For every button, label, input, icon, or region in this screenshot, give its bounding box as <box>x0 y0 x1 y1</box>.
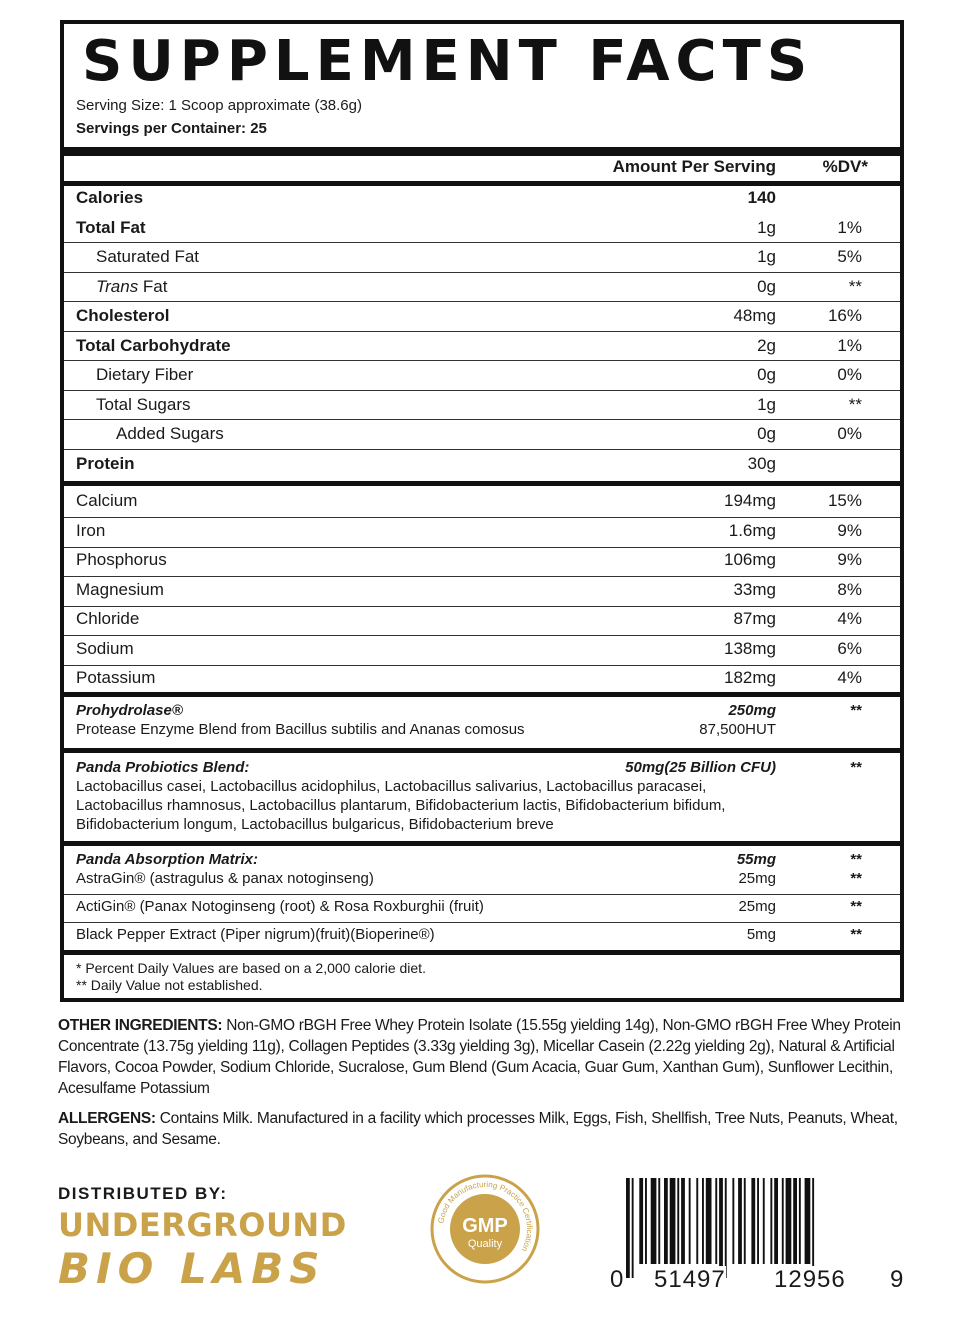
nutrient-amount: 48mg <box>733 306 776 325</box>
barcode-bar <box>812 1178 814 1278</box>
servings-per-container: Servings per Container: 25 <box>76 120 267 137</box>
gmp-sub-text: Quality <box>467 1238 503 1250</box>
other-ingredients <box>58 1015 908 1099</box>
nutrient-dv: 0% <box>837 365 862 384</box>
row-rule <box>64 606 900 607</box>
header-divider <box>64 181 900 186</box>
absorption-item-dv: ** <box>850 898 862 915</box>
probiotics-block <box>76 758 888 834</box>
nutrient-amount: 1g <box>757 217 776 237</box>
supplement-facts-panel <box>60 20 904 1002</box>
row-rule <box>64 665 900 666</box>
absorption-item-dv: ** <box>850 926 862 943</box>
absorption-item-amount: 25mg <box>738 898 776 915</box>
row-rule <box>64 547 900 548</box>
distributed-by-label: DISTRIBUTED BY: <box>58 1184 228 1203</box>
allergens-lead: ALLERGENS: <box>58 1110 156 1127</box>
barcode-bar <box>732 1178 734 1264</box>
barcode-bar <box>774 1178 778 1264</box>
prohydrolase-block <box>76 702 888 738</box>
row-rule <box>64 517 900 518</box>
barcode-bar <box>689 1178 691 1264</box>
barcode-bar <box>670 1178 676 1264</box>
nutrient-label-italic: Trans <box>96 276 139 296</box>
absorption-header <box>76 850 888 869</box>
row-rule <box>64 360 900 361</box>
mineral-amount: 87mg <box>733 609 776 628</box>
barcode-digit-last: 9 <box>890 1266 904 1293</box>
nutrient-amount: 0g <box>757 276 776 296</box>
mineral-dv: 9% <box>837 520 862 540</box>
nutrient-label: Total Sugars <box>96 394 191 414</box>
barcode-bar <box>706 1178 712 1264</box>
absorption-item <box>76 926 888 943</box>
prohydrolase-dv: ** <box>850 702 862 719</box>
absorption-item <box>76 870 888 887</box>
prohydrolase-desc-row <box>76 721 888 738</box>
row-rule <box>64 331 900 332</box>
nutrient-label: Dietary Fiber <box>96 365 194 384</box>
barcode-bar <box>782 1178 784 1264</box>
absorption-name: Panda Absorption Matrix: <box>76 851 258 868</box>
mineral-dv: 4% <box>837 668 862 687</box>
barcode-bar <box>725 1178 727 1278</box>
nutrient-label: Total Fat <box>76 217 146 237</box>
nutrient-label: Saturated Fat <box>96 247 200 266</box>
other-ingredients-lead: OTHER INGREDIENTS: <box>58 1017 223 1034</box>
mineral-dv: 15% <box>827 491 862 510</box>
barcode-bar <box>751 1178 755 1264</box>
barcode-bar <box>639 1178 643 1264</box>
barcode-bar <box>651 1178 657 1264</box>
mineral-amount: 106mg <box>724 550 776 569</box>
prohydrolase-amount: 250mg <box>728 702 776 719</box>
absorption-item-dv: ** <box>850 870 862 887</box>
footnote-1: * Percent Daily Values are based on a 2,000 calorie diet. <box>76 960 426 976</box>
barcode-bar <box>805 1178 811 1264</box>
allergens <box>58 1108 908 1150</box>
probiotics-amount: 50mg(25 Billion CFU) <box>625 759 776 776</box>
mineral-label: Iron <box>76 520 106 540</box>
mineral-label: Phosphorus <box>76 550 167 569</box>
row-rule <box>64 922 900 923</box>
nutrient-label: Cholesterol <box>76 306 170 325</box>
probiotics-name: Panda Probiotics Blend: <box>76 759 250 776</box>
mineral-amount: 194mg <box>724 491 776 510</box>
barcode-bar <box>770 1178 772 1264</box>
thick-divider <box>64 147 900 156</box>
mineral-amount: 138mg <box>724 638 776 658</box>
probiotics-strains-3: Bifidobacterium longum, Lactobacillus bulgaricus, Bifidobacterium breve <box>76 816 554 833</box>
nutrient-amount: 2g <box>757 335 776 355</box>
absorption-item-label: AstraGin® (astragulus & panax notoginseng) <box>76 870 374 887</box>
barcode-bar <box>677 1178 679 1264</box>
mineral-label: Potassium <box>76 668 156 687</box>
mineral-dv: 9% <box>837 550 862 569</box>
probiotics-dv: ** <box>850 759 862 776</box>
row-rule <box>64 894 900 895</box>
nutrient-dv: 0% <box>837 424 862 443</box>
barcode-bar <box>719 1178 723 1278</box>
barcode-bar <box>786 1178 792 1264</box>
divider-minerals <box>64 481 900 486</box>
nutrient-dv: 1% <box>837 217 862 237</box>
other-ingredients-text: Non-GMO rBGH Free Whey Protein Isolate (15.55g yielding 14g), Non-GMO rBGH Free Whey Protein Concentrate (13.75g yielding 11g), Collagen Peptides (3.33g yielding 3g), Micellar Casein (2.22g yielding 2g), Natural & Artificial Flavors, Cocoa Powder, Sodium Chloride, Sucralose, Gum Blend (Gum Acacia, Guar Gum, Xanthan Gum), Sunflower Lecithin, Acesulfame Potassium <box>58 1017 901 1097</box>
mineral-amount: 33mg <box>733 579 776 599</box>
barcode <box>610 1178 910 1298</box>
nutrient-label <box>96 277 168 297</box>
barcode-bar <box>626 1178 630 1278</box>
barcode-bar <box>793 1178 797 1264</box>
mineral-label: Sodium <box>76 638 134 658</box>
panel-title: SUPPLEMENT FACTS <box>82 29 814 94</box>
absorption-item-amount: 5mg <box>746 926 776 943</box>
nutrient-amount: 0g <box>757 424 776 443</box>
nutrient-amount: 1g <box>757 394 776 414</box>
absorption-item-label: Black Pepper Extract (Piper nigrum)(fruit)(Bioperine®) <box>76 926 435 943</box>
nutrient-amount: 0g <box>757 365 776 384</box>
barcode-bar <box>744 1178 746 1264</box>
amount-header: Amount Per Serving <box>612 157 776 176</box>
barcode-bar <box>696 1178 698 1264</box>
divider-enzyme <box>64 692 900 697</box>
row-rule <box>64 576 900 577</box>
nutrient-label-rest: Fat <box>138 276 168 296</box>
row-rule <box>64 301 900 302</box>
barcode-bar <box>664 1178 668 1264</box>
nutrient-dv: 16% <box>827 306 862 325</box>
row-rule <box>64 449 900 450</box>
barcode-digit-first: 0 <box>610 1266 624 1293</box>
nutrient-label: Protein <box>76 453 135 473</box>
barcode-bar <box>658 1178 660 1264</box>
nutrient-amount: 1g <box>757 247 776 266</box>
divider-probiotics <box>64 748 900 753</box>
row-rule <box>64 242 900 243</box>
nutrient-dv: 5% <box>837 247 862 266</box>
mineral-dv: 4% <box>837 609 862 628</box>
nutrient-label: Total Carbohydrate <box>76 335 231 355</box>
footnotes <box>76 960 426 994</box>
barcode-bar <box>738 1178 742 1264</box>
mineral-dv: 8% <box>837 579 862 599</box>
prohydrolase-name: Prohydrolase® <box>76 702 183 719</box>
nutrient-label: Calories <box>76 188 144 207</box>
serving-size: Serving Size: 1 Scoop approximate (38.6g) <box>76 97 362 114</box>
prohydrolase-desc: Protease Enzyme Blend from Bacillus subtilis and Ananas comosus <box>76 721 525 738</box>
mineral-label: Magnesium <box>76 579 164 599</box>
barcode-bars-icon <box>610 1178 910 1278</box>
barcode-bar <box>799 1178 801 1264</box>
row-rule <box>64 419 900 420</box>
barcode-right-group: 12956 <box>774 1266 846 1293</box>
absorption-dv: ** <box>850 851 862 868</box>
allergens-text: Contains Milk. Manufactured in a facility which processes Milk, Eggs, Fish, Shellfish, Tree Nuts, Peanuts, Wheat, Soybeans, and Sesame. <box>58 1110 898 1148</box>
nutrient-dv: ** <box>848 394 862 414</box>
probiotics-strains-2: Lactobacillus rhamnosus, Lactobacillus plantarum, Bifidobacterium lactis, Bifidobacterium bifidum, <box>76 797 726 814</box>
mineral-label: Calcium <box>76 491 138 510</box>
dv-header: %DV* <box>822 157 868 176</box>
nutrient-dv: ** <box>848 276 862 296</box>
nutrient-amount: 140 <box>747 188 776 207</box>
barcode-bar <box>632 1178 634 1278</box>
absorption-item <box>76 898 888 915</box>
mineral-label: Chloride <box>76 609 140 628</box>
brand-logo-bottom: BIO LABS <box>58 1244 326 1293</box>
absorption-item-amount: 25mg <box>738 870 776 887</box>
gmp-main-text: GMP <box>462 1215 508 1237</box>
row-rule <box>64 272 900 273</box>
nutrient-dv: 1% <box>837 335 862 355</box>
barcode-bar <box>681 1178 685 1264</box>
mineral-amount: 1.6mg <box>728 520 776 540</box>
row-rule <box>64 390 900 391</box>
absorption-item-label: ActiGin® (Panax Notoginseng (root) & Rosa Roxburghii (fruit) <box>76 898 484 915</box>
mineral-amount: 182mg <box>724 668 776 687</box>
barcode-bar <box>715 1178 717 1264</box>
mineral-dv: 6% <box>837 638 862 658</box>
gmp-seal-icon <box>430 1174 540 1284</box>
footnote-2: ** Daily Value not established. <box>76 977 263 993</box>
barcode-bar <box>645 1178 647 1264</box>
probiotics-strains-1: Lactobacillus casei, Lactobacillus acidophilus, Lactobacillus salivarius, Lactobacillus paracasei, <box>76 778 707 795</box>
barcode-bar <box>763 1178 765 1264</box>
barcode-bar <box>757 1178 759 1264</box>
prohydrolase-desc-amount: 87,500HUT <box>699 721 776 738</box>
divider-notes <box>64 950 900 955</box>
nutrient-amount: 30g <box>747 453 776 473</box>
absorption-amount: 55mg <box>736 851 776 868</box>
barcode-bar <box>702 1178 704 1264</box>
gmp-ring-text: Good Manufacturing Practice Certification <box>436 1179 535 1254</box>
divider-absorption <box>64 841 900 846</box>
nutrient-label: Added Sugars <box>116 424 224 443</box>
row-rule <box>64 635 900 636</box>
brand-logo-top: UNDERGROUND <box>58 1206 347 1244</box>
barcode-left-group: 51497 <box>654 1266 726 1293</box>
